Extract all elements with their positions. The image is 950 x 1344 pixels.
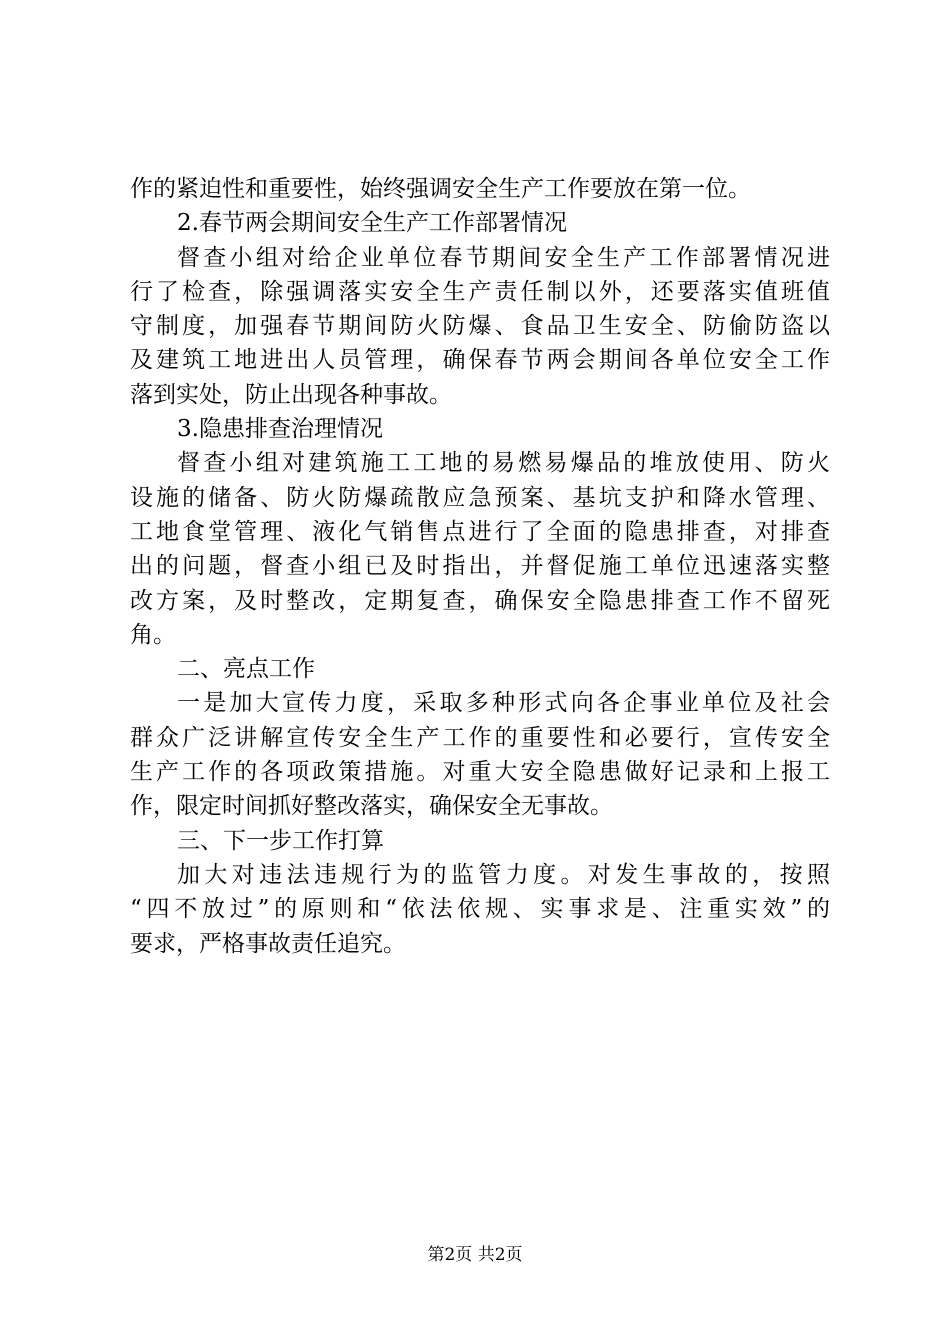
text-line: 设施的储备、防火防爆疏散应急预案、基坑支护和降水管理、 bbox=[130, 484, 830, 511]
text-line: 作，限定时间抓好整改落实，确保安全无事故。 bbox=[130, 793, 613, 820]
text-line: 行了检查，除强调落实安全生产责任制以外，还要落实值班值 bbox=[130, 278, 830, 305]
document-body bbox=[130, 172, 830, 961]
section-subheading: 3.隐患排查治理情况 bbox=[177, 416, 383, 443]
text-line: 角。 bbox=[130, 621, 176, 648]
text-line: 群众广泛讲解宣传安全生产工作的重要性和必要行，宣传安全 bbox=[130, 724, 830, 751]
text-line: 作的紧迫性和重要性，始终强调安全生产工作要放在第一位。 bbox=[130, 176, 751, 202]
text-line: 改方案，及时整改，定期复查，确保安全隐患排查工作不留死 bbox=[130, 587, 830, 614]
section-subheading: 2.春节两会期间安全生产工作部署情况 bbox=[177, 210, 567, 237]
paragraph-first-line: 督查小组对给企业单位春节期间安全生产工作部署情况进 bbox=[177, 244, 830, 271]
text-line: 要求，严格事故责任追究。 bbox=[130, 930, 406, 957]
section-heading: 三、下一步工作打算 bbox=[177, 827, 384, 854]
text-line: 工地食堂管理、液化气销售点进行了全面的隐患排查，对排查 bbox=[130, 518, 830, 545]
paragraph-first-line: 督查小组对建筑施工工地的易燃易爆品的堆放使用、防火 bbox=[177, 450, 830, 477]
section-heading: 二、亮点工作 bbox=[177, 656, 315, 683]
text-line: 落到实处，防止出现各种事故。 bbox=[130, 381, 452, 408]
page-number-footer: 第2页 共2页 bbox=[427, 1245, 523, 1265]
paragraph-first-line: 加大对违法违规行为的监管力度。对发生事故的，按照 bbox=[177, 861, 830, 888]
paragraph-first-line: 一是加大宣传力度，采取多种形式向各企事业单位及社会 bbox=[177, 690, 830, 717]
text-line: 出的问题，督查小组已及时指出，并督促施工单位迅速落实整 bbox=[130, 553, 830, 580]
text-line: “四不放过”的原则和“依法依规、实事求是、注重实效”的 bbox=[130, 896, 830, 923]
text-line: 生产工作的各项政策措施。对重大安全隐患做好记录和上报工 bbox=[130, 759, 830, 786]
text-line: 守制度，加强春节期间防火防爆、食品卫生安全、防偷防盗以 bbox=[130, 313, 830, 340]
text-line: 及建筑工地进出人员管理，确保春节两会期间各单位安全工作 bbox=[130, 347, 830, 374]
